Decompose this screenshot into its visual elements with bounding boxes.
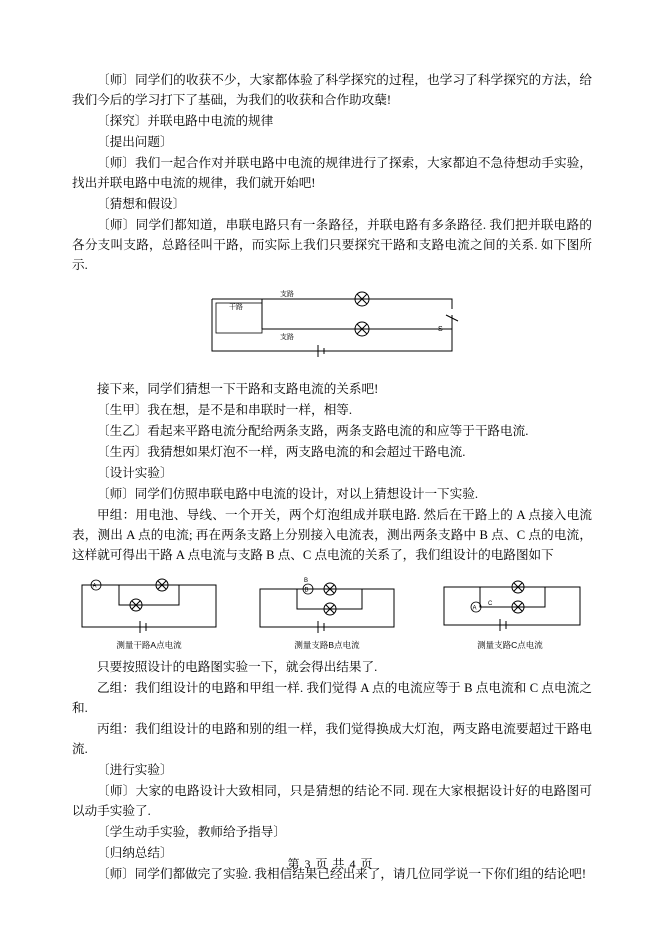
paragraph-group-bing: 丙组：我们组设计的电路和别的组一样，我们觉得换成大灯泡，两支路电流要超过干路电流.	[72, 722, 592, 756]
paragraph-student-yi: 〔生乙〕看起来平路电流分配给两条支路，两条支路电流的和应等于干路电流.	[97, 424, 529, 438]
label-branch-bottom: 支路	[280, 334, 294, 341]
paragraph: 〔师〕同学们都知道，串联电路只有一条路径，并联电路有多条路径. 我们把并联电路的各分支叫支路，总路径叫干路，而实际上我们只要探究干路和支路电流之间的关系. 如下图所示.	[72, 218, 592, 272]
label-branch-top: 支路	[280, 291, 294, 298]
paragraph-heading-experiment: 〔进行实验〕	[97, 763, 173, 777]
ammeter-label-a: A	[92, 583, 97, 590]
paragraph: 〔师〕大家的电路设计大致相同，只是猜想的结论不同. 现在大家根据设计好的电路图可以动手实验了.	[72, 784, 592, 818]
paragraph: 〔师〕同学们的收获不少，大家都体验了科学探究的过程，也学习了科学探究的方法，给我们今后的学习打下了基础，为我们的收获和合作助攻蘖!	[72, 73, 592, 107]
paragraph-heading-question: 〔提出问题〕	[97, 135, 173, 149]
figure-block-2	[252, 575, 402, 651]
figure-caption: 测量支路B点电流	[294, 640, 360, 650]
page-footer: 第 3 页 共 4 页	[287, 857, 374, 871]
label-switch: S	[438, 326, 443, 333]
paragraph: 〔师〕我们一起合作对并联电路中电流的规律进行了探索，大家都迫不急待想动手实验，找出并联电路中电流的规律，我们就开始吧!	[72, 156, 592, 190]
figure-caption: 测量支路C点电流	[477, 640, 543, 650]
figure-block-1	[74, 575, 224, 651]
paragraph-heading-summary: 〔归纳总结〕	[97, 846, 173, 860]
paragraph-group-yi: 乙组：我们组设计的电路和甲组一样. 我们觉得 A 点的电流应等于 B 点电流和 C 点电流之和.	[72, 681, 592, 715]
paragraph: 只要按照设计的电路图实验一下，就会得出结果了.	[97, 660, 378, 674]
paragraph-student-jia: 〔生甲〕我在想，是不是和串联时一样，相等.	[97, 403, 353, 417]
page-content	[72, 70, 592, 885]
paragraph-heading-explore: 〔探究〕并联电路中电流的规律	[97, 114, 274, 128]
paragraph-note-students: 〔学生动手实验，教师给予指导〕	[97, 825, 286, 839]
paragraph-heading-design: 〔设计实验〕	[97, 466, 173, 480]
paragraph: 接下来，同学们猜想一下干路和支路电流的关系吧!	[97, 382, 379, 396]
paragraph-group-jia: 甲组：用电池、导线、一个开关，两个灯泡组成并联电路. 然后在干路上的 A 点接入电流表，测出 A 点的电流; 再在两条支路上分别接入电流表，测出两条支路中 B 点、C 点的电流，这样就可得出干路 A 点电流与支路 B 点、C 点电流的关系了，我们组设计的电路图如下	[72, 508, 592, 562]
paragraph: 〔师〕同学们仿照串联电路中电流的设计，对以上猜想设计一下实验.	[97, 487, 478, 501]
circuit-diagram-measure-a	[74, 575, 224, 637]
figure-block-3	[430, 575, 590, 651]
paragraph-heading-hypothesis: 〔猜想和假设〕	[97, 197, 186, 211]
circuit-diagram-measure-b	[252, 575, 402, 637]
paragraph-student-bing: 〔生丙〕我猜想如果灯泡不一样，两支路电流的和会超过干路电流.	[97, 445, 466, 459]
ammeter-label-b: B	[304, 587, 309, 594]
point-label-c: C	[488, 601, 493, 607]
figure-parallel-circuit	[72, 285, 592, 365]
paragraph: 〔师〕同学们都做完了实验. 我相信结果已经出来了，请几位同学说一下你们组的结论吧!	[97, 867, 587, 881]
figure-measurement-circuits	[72, 575, 592, 651]
label-main-line: 干路	[229, 304, 243, 311]
circuit-diagram-measure-c	[430, 575, 590, 637]
point-label-b: B	[304, 578, 309, 584]
parallel-circuit-diagram	[202, 285, 462, 365]
ammeter-label-a2: A	[472, 605, 477, 612]
figure-caption: 测量干路A点电流	[116, 640, 182, 650]
